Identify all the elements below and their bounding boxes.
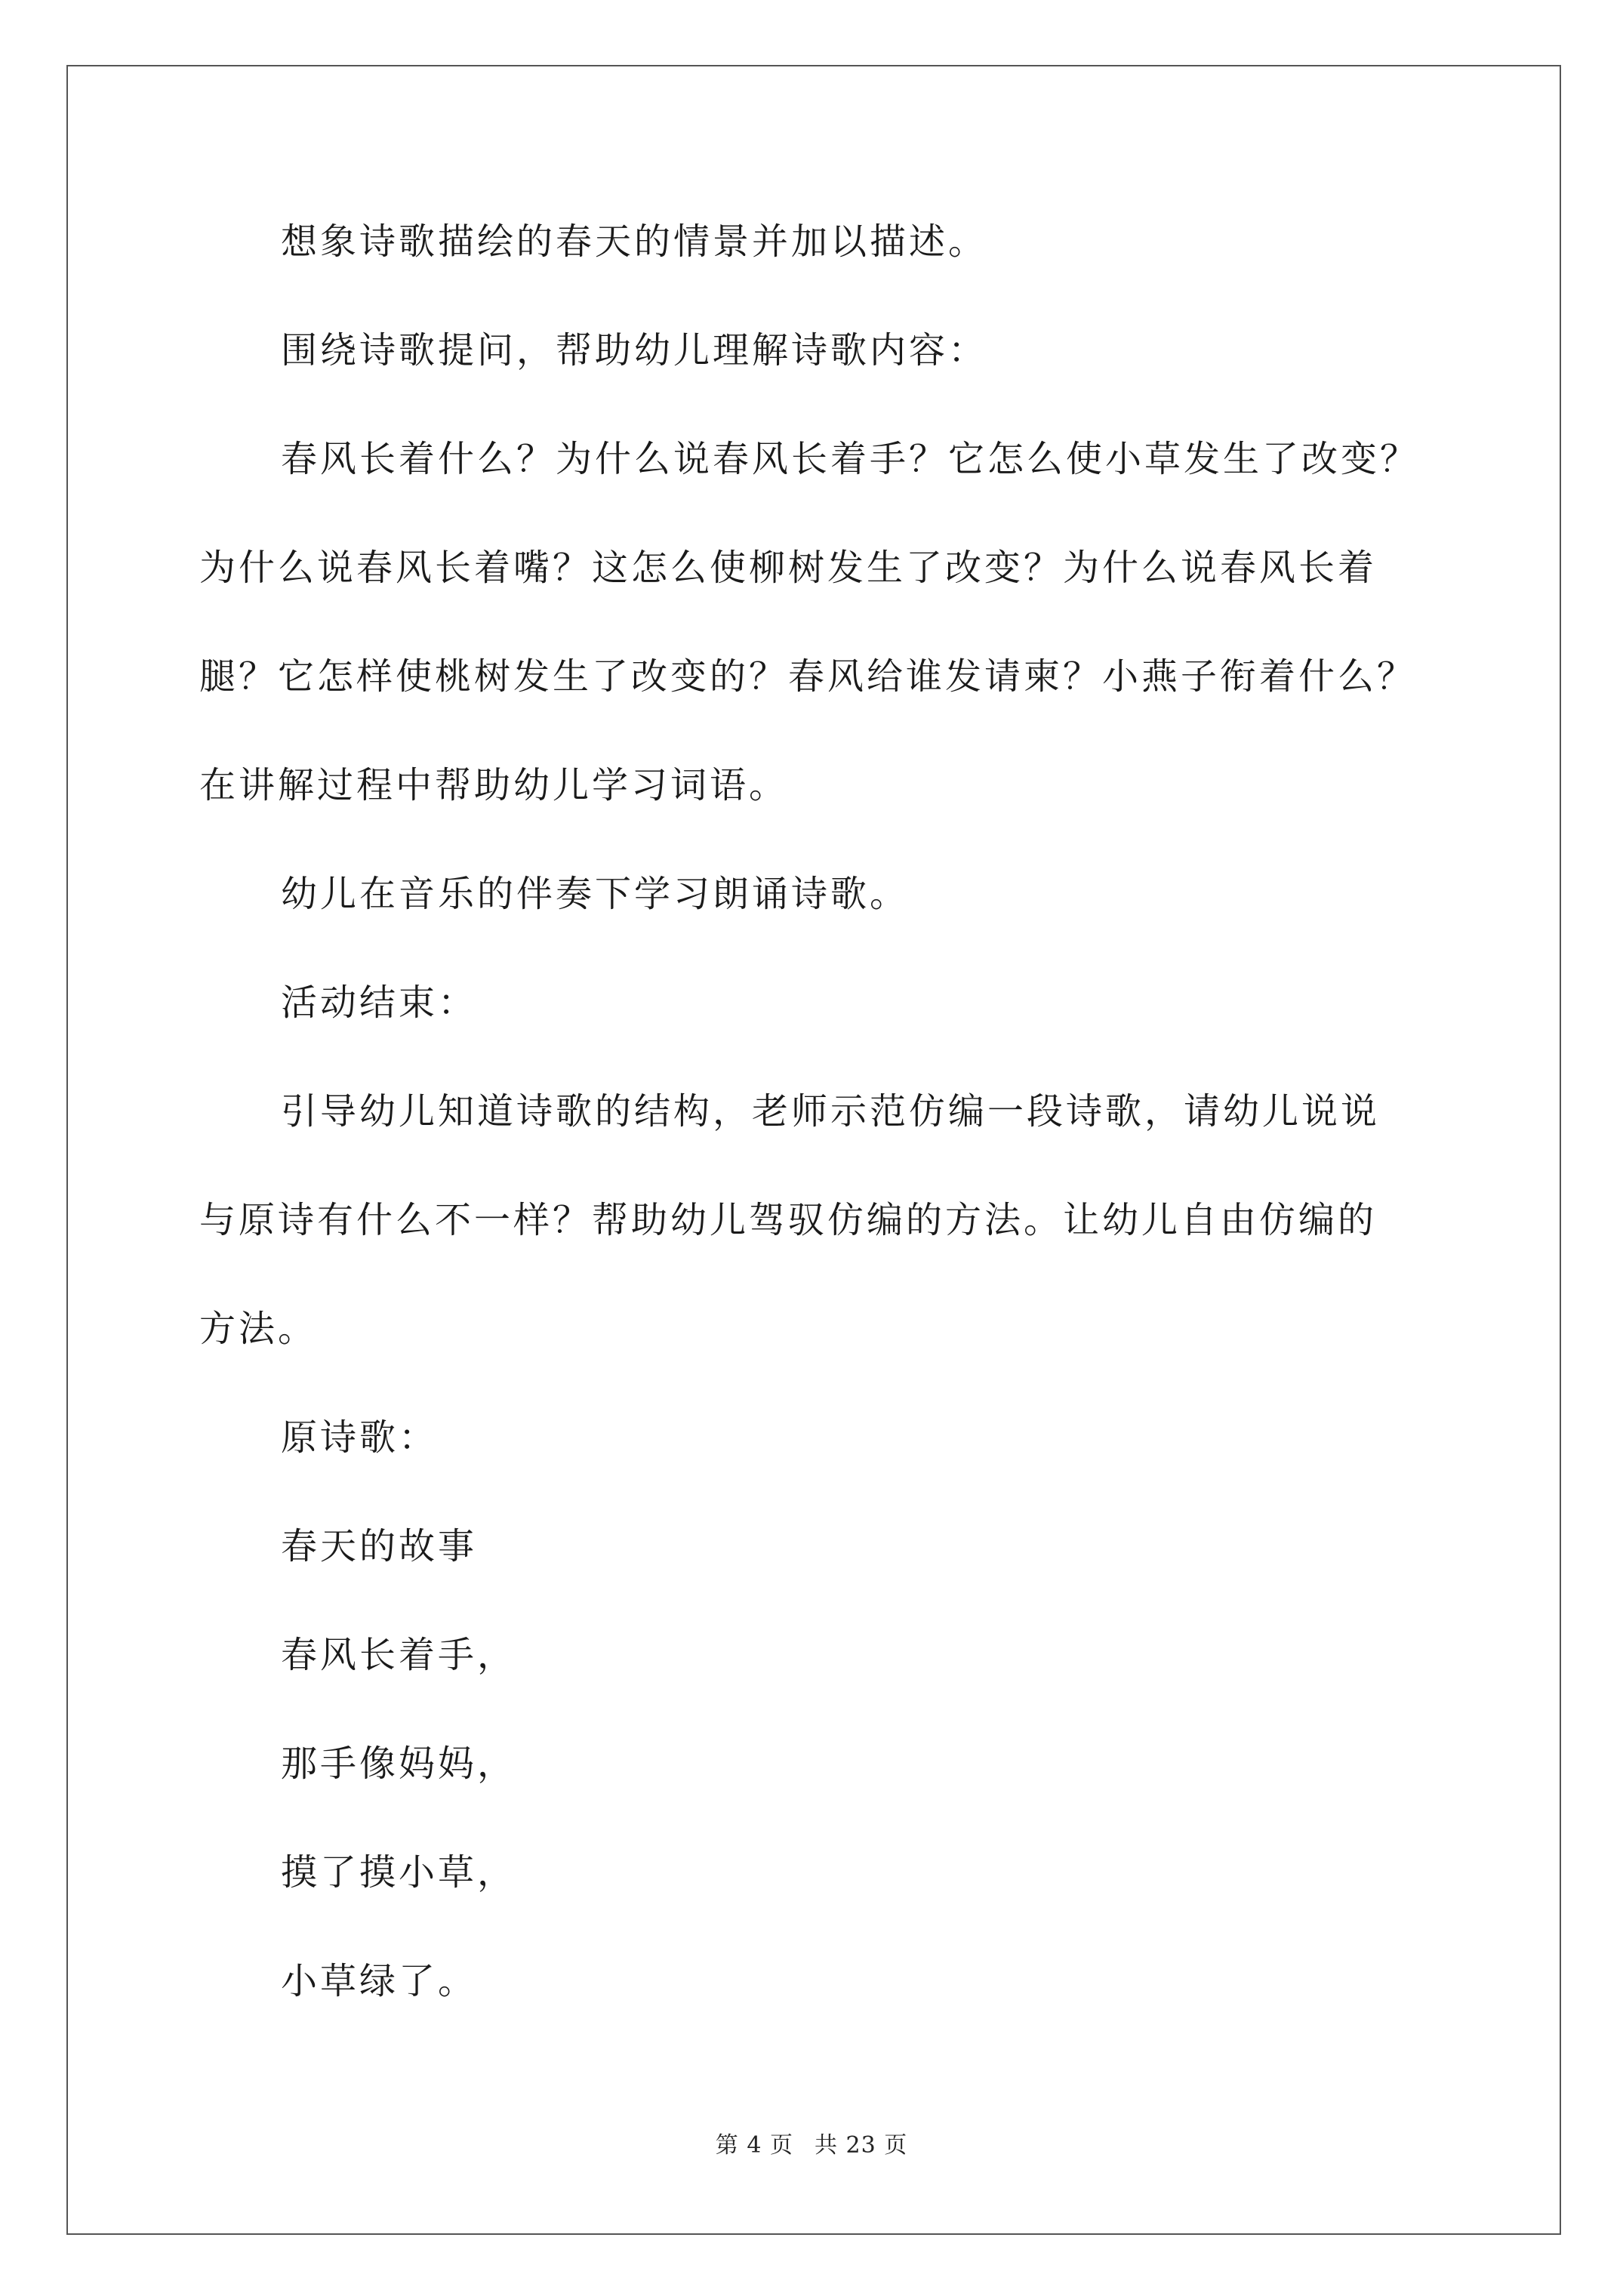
paragraph-line: 活动结束： [281,982,478,1024]
paragraph-line: 春风长着什么？为什么说春风长着手？它怎么使小草发生了改变？ [281,438,1420,480]
paragraph-line: 为什么说春风长着嘴？这怎么使柳树发生了改变？为什么说春风长着 [199,547,1378,589]
paragraph-line: 腿？它怎样使桃树发生了改变的？春风给谁发请柬？小燕子衔着什么？ [199,655,1417,698]
paragraph-line: 与原诗有什么不一样？帮助幼儿驾驭仿编的方法。让幼儿自由仿编的 [199,1199,1378,1241]
paragraph-line: 幼儿在音乐的伴奏下学习朗诵诗歌。 [281,873,910,915]
page-border [66,65,1561,2235]
paragraph-line: 原诗歌： [281,1416,439,1459]
poem-line: 小草绿了。 [281,1960,478,2002]
paragraph-line: 围绕诗歌提问，帮助幼儿理解诗歌内容： [281,329,988,371]
poem-line: 春风长着手， [281,1634,517,1676]
poem-line: 摸了摸小草， [281,1851,517,1894]
page-total: 共 23 页 [814,2132,908,2159]
poem-title: 春天的故事 [281,1525,478,1567]
paragraph-line: 想象诗歌描绘的春天的情景并加以描述。 [281,220,988,263]
paragraph-line: 方法。 [199,1308,318,1350]
paragraph-line: 引导幼儿知道诗歌的结构，老师示范仿编一段诗歌，请幼儿说说 [281,1090,1381,1133]
page-number: 第 4 页 [715,2132,793,2159]
paragraph-line: 在讲解过程中帮助幼儿学习词语。 [199,764,789,806]
poem-line: 那手像妈妈， [281,1743,517,1785]
page-footer [0,2131,1623,2161]
